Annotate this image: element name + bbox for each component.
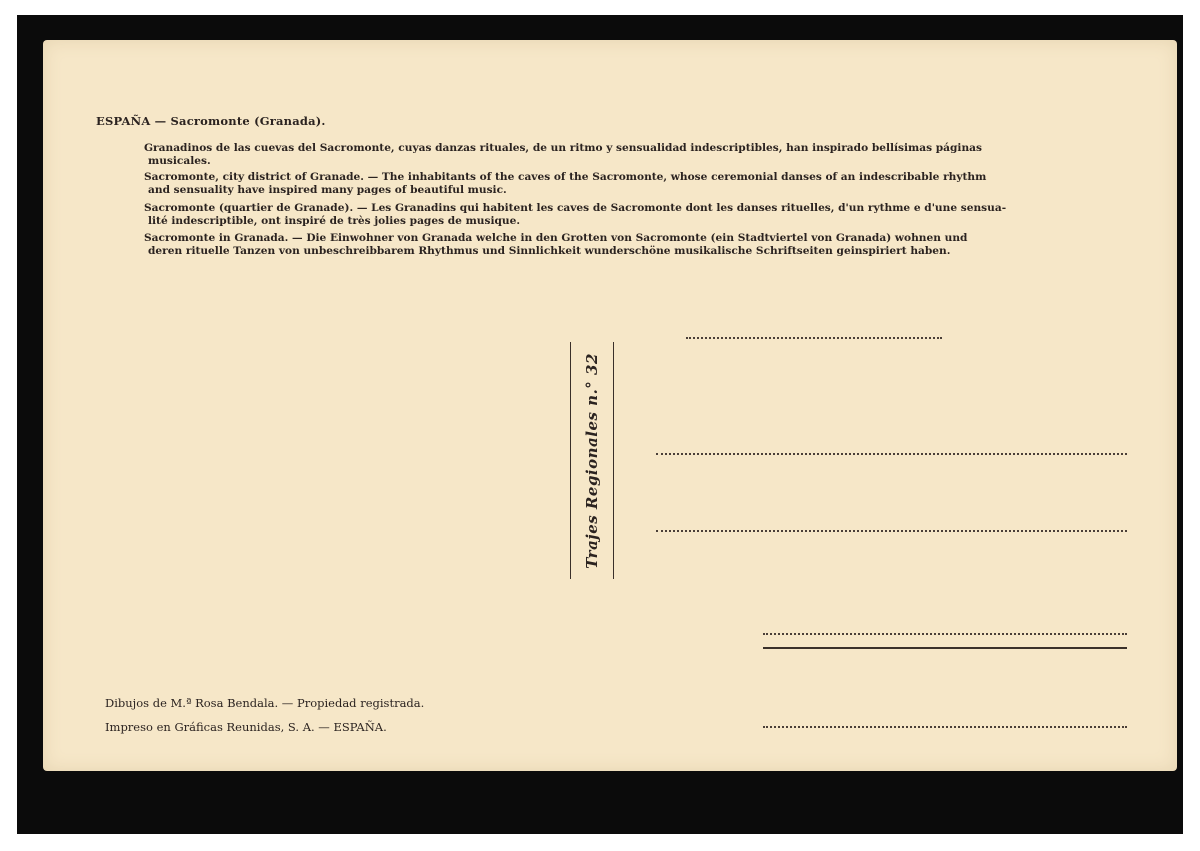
credit-artist: Dibujos de M.ª Rosa Bendala. — Propiedad registrada. <box>105 696 425 710</box>
credit-printer: Impreso en Gráficas Reunidas, S. A. — ESPAÑA. <box>105 720 387 734</box>
postcard-back <box>43 40 1177 771</box>
address-line-city <box>656 530 1127 532</box>
description-spanish-line2: musicales. <box>148 155 211 167</box>
description-french-line2: lité indescriptible, ont inspiré de très jolies pages de musique. <box>148 215 521 227</box>
series-label: Trajes Regionales n.° 32 <box>583 352 601 569</box>
address-line-country <box>763 726 1127 728</box>
description-german-line1: Sacromonte in Granada. — Die Einwohner von Granada welche in den Grotten von Sacromonte (ein Stadtviertel von Granada) wohnen und <box>144 232 968 244</box>
postcard-heading: ESPAÑA — Sacromonte (Granada). <box>96 114 326 128</box>
description-english-line1: Sacromonte, city district of Granade. — The inhabitants of the caves of the Sacromonte, whose ceremonial danses of an indescribable rhythm <box>144 171 987 183</box>
divider-series-box <box>570 342 614 579</box>
description-english-line2: and sensuality have inspired many pages of beautiful music. <box>148 184 507 196</box>
description-english <box>144 171 1129 197</box>
address-line-name <box>686 337 942 339</box>
address-line-region <box>763 633 1127 635</box>
description-spanish-line1: Granadinos de las cuevas del Sacromonte, cuyas danzas rituales, de un ritmo y sensualidad indescriptibles, han inspirado bellísimas páginas <box>144 142 982 154</box>
address-line-street <box>656 453 1127 455</box>
description-french <box>144 202 1129 228</box>
description-german-line2: deren rituelle Tanzen von unbeschreibbarem Rhythmus und Sinnlichkeit wunderschöne musikalische Schriftseiten geinspiriert haben. <box>148 245 951 257</box>
description-german <box>144 232 1129 258</box>
description-spanish <box>144 142 1129 168</box>
description-french-line1: Sacromonte (quartier de Granade). — Les Granadins qui habitent les caves de Sacromonte dont les danses rituelles, d'un rythme e d'une sensua- <box>144 202 1007 214</box>
address-underline <box>763 647 1127 649</box>
